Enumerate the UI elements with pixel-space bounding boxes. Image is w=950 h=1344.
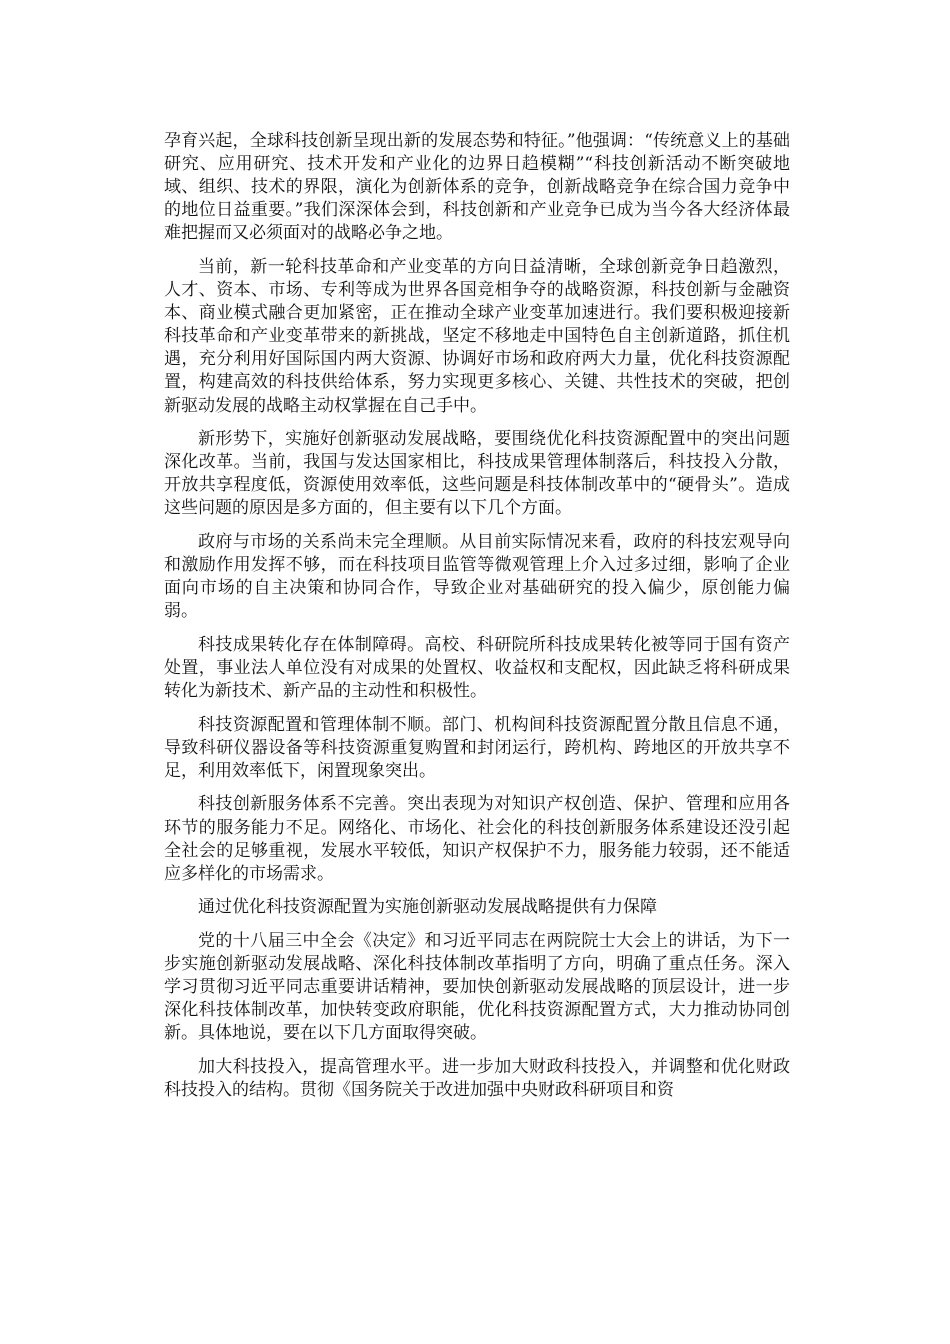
paragraph-8: 党的十八届三中全会《决定》和习近平同志在两院院士大会上的讲话，为下一步实施创新驱动发展战略、深化科技体制改革指明了方向，明确了重点任务。深入学习贯彻习近平同志重要讲话精神，要加快创新驱动发展战略的顶层设计，进一步深化科技体制改革，加快转变政府职能，优化科技资源配置方式，大力推动协同创新。具体地说，要在以下几方面取得突破。 bbox=[164, 930, 790, 1044]
document-body bbox=[164, 130, 790, 1113]
paragraph-9: 加大科技投入，提高管理水平。进一步加大财政科技投入，并调整和优化财政科技投入的结构。贯彻《国务院关于改进加强中央财政科研项目和资 bbox=[164, 1056, 790, 1100]
paragraph-7: 科技创新服务体系不完善。突出表现为对知识产权创造、保护、管理和应用各环节的服务能力不足。网络化、市场化、社会化的科技创新服务体系建设还没引起全社会的足够重视，发展水平较低，知识产权保护不力，服务能力较弱，还不能适应多样化的市场需求。 bbox=[164, 794, 790, 884]
paragraph-6: 科技资源配置和管理体制不顺。部门、机构间科技资源配置分散且信息不通，导致科研仪器设备等科技资源重复购置和封闭运行，跨机构、跨地区的开放共享不足，利用效率低下，闲置现象突出。 bbox=[164, 714, 790, 781]
section-heading: 通过优化科技资源配置为实施创新驱动发展战略提供有力保障 bbox=[198, 897, 657, 918]
paragraph-3: 新形势下，实施好创新驱动发展战略，要围绕优化科技资源配置中的突出问题深化改革。当前，我国与发达国家相比，科技成果管理体制落后，科技投入分散，开放共享程度低，资源使用效率低，这些问题是科技体制改革中的“硬骨头”。造成这些问题的原因是多方面的，但主要有以下几个方面。 bbox=[164, 429, 790, 519]
paragraph-2: 当前，新一轮科技革命和产业变革的方向日益清晰，全球创新竞争日趋激烈，人才、资本、市场、专利等成为世界各国竞相争夺的战略资源，科技创新与金融资本、商业模式融合更加紧密，正在推动全球产业变革加速进行。我们要积极迎接新科技革命和产业变革带来的新挑战，坚定不移地走中国特色自主创新道路，抓住机遇，充分利用好国际国内两大资源、协调好市场和政府两大力量，优化科技资源配置，构建高效的科技供给体系，努力实现更多核心、关键、共性技术的突破，把创新驱动发展的战略主动权掌握在自己手中。 bbox=[164, 256, 790, 416]
paragraph-5: 科技成果转化存在体制障碍。高校、科研院所科技成果转化被等同于国有资产处置，事业法人单位没有对成果的处置权、收益权和支配权，因此缺乏将科研成果转化为新技术、新产品的主动性和积极性。 bbox=[164, 634, 790, 702]
paragraph-4: 政府与市场的关系尚未完全理顺。从目前实际情况来看，政府的科技宏观导向和激励作用发挥不够，而在科技项目监管等微观管理上介入过多过细，影响了企业面向市场的自主决策和协同合作，导致企业对基础研究的投入偏少，原创能力偏弱。 bbox=[164, 532, 790, 622]
paragraph-1: 孕育兴起，全球科技创新呈现出新的发展态势和特征。”他强调：“传统意义上的基础研究、应用研究、技术开发和产业化的边界日趋模糊”“科技创新活动不断突破地域、组织、技术的界限，演化为创新体系的竞争，创新战略竞争在综合国力竞争中的地位日益重要。”我们深深体会到，科技创新和产业竞争已成为当今各大经济体最难把握而又必须面对的战略必争之地。 bbox=[164, 131, 790, 244]
